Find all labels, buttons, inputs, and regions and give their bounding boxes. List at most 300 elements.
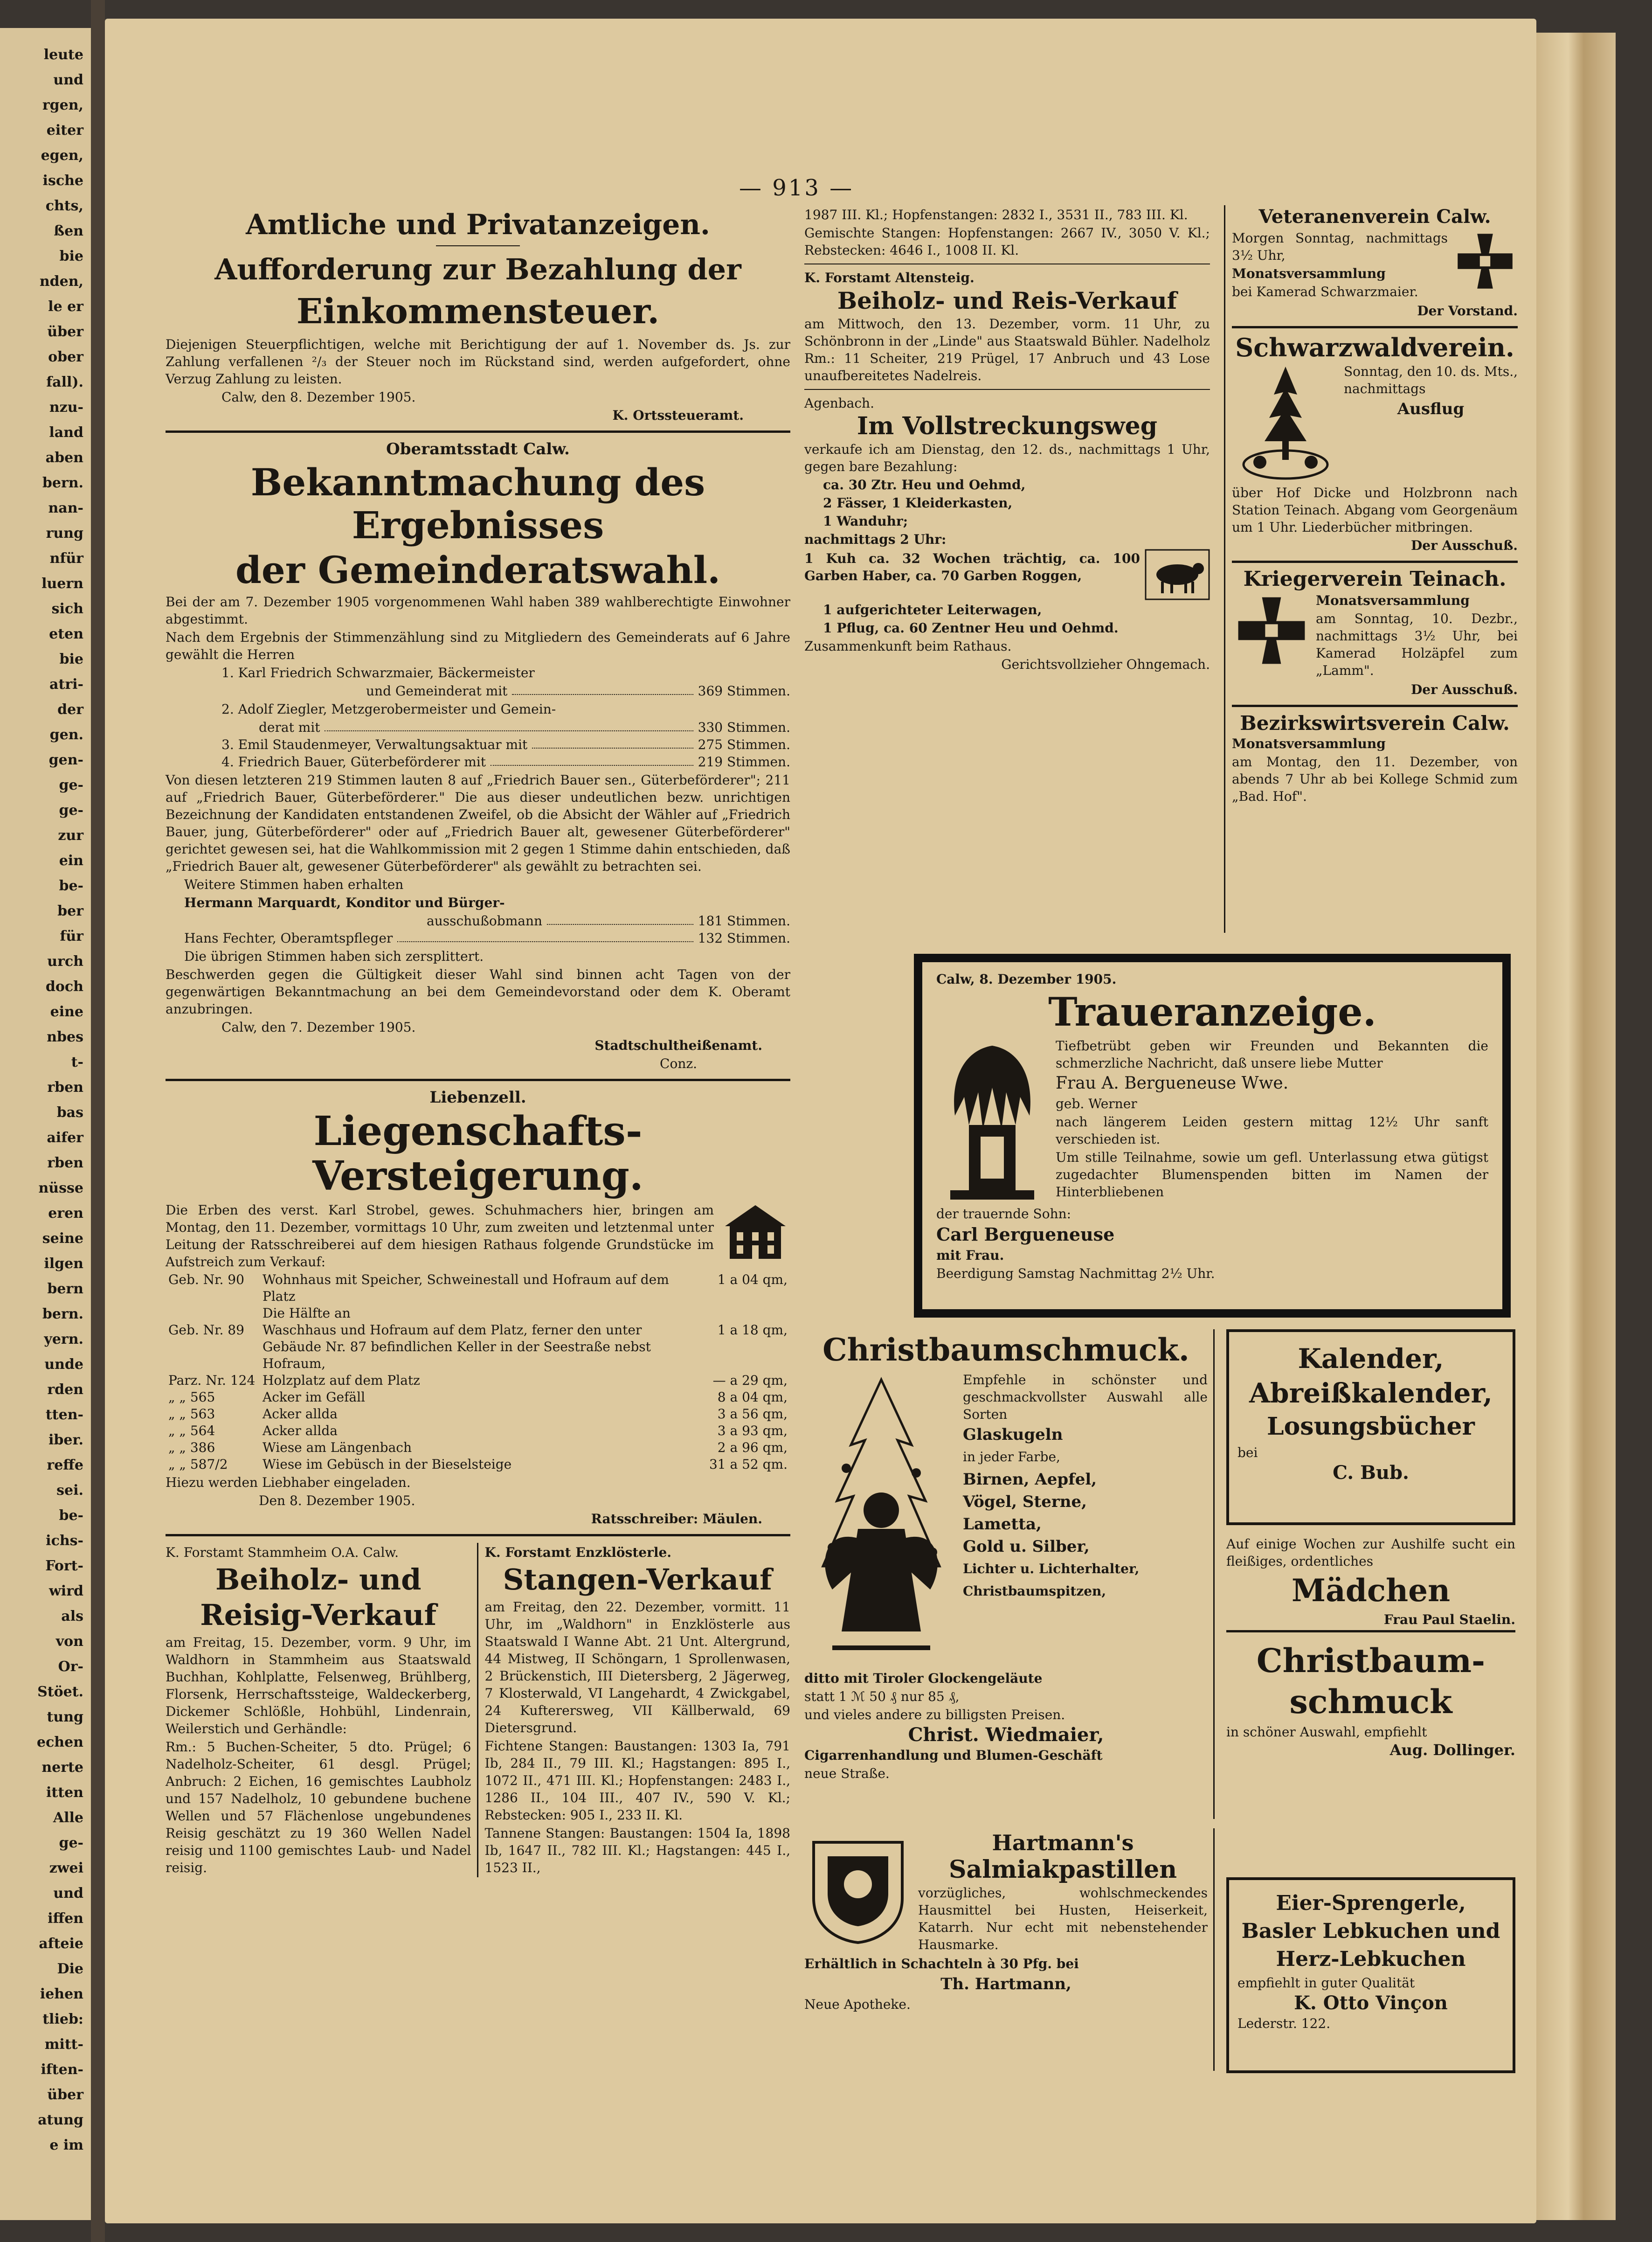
section-title: Amtliche und Privatanzeigen. xyxy=(246,208,710,241)
prev-page-fragment: iffen xyxy=(48,1910,83,1927)
prev-page-fragment: le er xyxy=(48,298,83,315)
christbaum-sign: Christ. Wiedmaier, xyxy=(908,1724,1104,1746)
election-sign: Stadtschultheißenamt. xyxy=(594,1038,762,1053)
prev-page-fragment: ichs- xyxy=(46,1533,83,1549)
auction-p2: Hiezu werden Liebhaber eingeladen. xyxy=(166,1475,411,1490)
christbaum-bells: ditto mit Tiroler Glockengeläute xyxy=(804,1671,1043,1686)
prev-page-fragment: nan- xyxy=(48,500,83,516)
candidate-1-row xyxy=(166,682,790,700)
election-title-2: der Gemeinderatswahl. xyxy=(235,548,721,592)
prev-page-fragment: e im xyxy=(49,2137,83,2153)
prev-page-fragment: gen. xyxy=(49,727,83,743)
candidate-1: 1. Karl Friedrich Schwarzmaier, Bäckermeister xyxy=(221,665,535,680)
prev-page-fragment: iften- xyxy=(41,2062,83,2078)
prev-page-fragment: fall). xyxy=(46,374,83,390)
prev-page-fragment: be- xyxy=(59,878,83,894)
hartmann-content xyxy=(804,1828,1208,1954)
table-row xyxy=(166,1423,790,1439)
cow-icon xyxy=(1145,549,1210,600)
stammheim-title: Beiholz- und xyxy=(215,1562,422,1596)
election-p3: Von diesen letzteren 219 Stimmen lauten 8 auf „Friedrich Bauer sen., Güterbeförderer"; 211 auf „Friedrich Bauer, Güterbeförderer." Die aus dieser undeutlichen bezw. unrichtigen Bezeichnung der Kandidaten entstandenen Zweifel, ob die Absicht der Wähler auf „Friedrich Bauer, jung, Güterbeförderer" oder auf „Friedrich Bauer alt, gewesener Güterbeförderer" gerichtet gewesen sei, hat die Wahlkommission mit 2 gegen 1 Stimme dahin entschieden, daß „Friedrich Bauer alt, gewesener Güterbeförderer" als gewählt zu betrachten sei. xyxy=(166,772,790,874)
christbaum-title: Christbaumschmuck. xyxy=(823,1332,1189,1368)
bezirk-body: Monatsversammlung xyxy=(1232,736,1386,751)
agenbach-body: verkaufe ich am Dienstag, den 12. ds., nachmittags 1 Uhr, gegen bare Bezahlung: xyxy=(804,442,1210,474)
election-p6: Beschwerden gegen die Gültigkeit dieser Wahl sind binnen acht Tagen von der gegenwärtigen Bekanntmachung an bei dem Gemeindevorstand oder dem K. Oberamt anzubringen. xyxy=(166,967,790,1017)
christbaum-text xyxy=(963,1370,1208,1669)
prev-page-fragment: nbes xyxy=(47,1029,83,1045)
krieger-body: Monatsversammlung xyxy=(1316,593,1470,608)
agenbach-title: Im Vollstreckungsweg xyxy=(857,412,1158,440)
list-item: Lametta, xyxy=(963,1515,1042,1534)
iron-cross-icon xyxy=(1452,229,1518,294)
list-item: Lichter u. Lichterhalter, xyxy=(963,1561,1140,1576)
election-p2: Nach dem Ergebnis der Stimmenzählung sind zu Mitgliedern des Gemeinderats auf 6 Jahre gewählt die Herren xyxy=(166,630,790,662)
auction-date: Den 8. Dezember 1905. xyxy=(259,1493,415,1508)
prev-page-fragment: nzu- xyxy=(49,399,83,416)
parcel-desc: Wiese am Längenbach xyxy=(263,1440,412,1455)
christbaum-street: neue Straße. xyxy=(804,1766,890,1781)
prev-page-fragment: eine xyxy=(50,1004,83,1020)
prev-page-fragment: bie xyxy=(59,651,83,667)
candidate-2-row xyxy=(166,719,790,736)
prev-page-fragment: Stöet. xyxy=(37,1684,83,1700)
prev-page-fragment: tung xyxy=(47,1709,83,1725)
agenbach-sign: Gerichtsvollzieher Ohngemach. xyxy=(1001,657,1210,672)
prev-page-fragment: bie xyxy=(59,248,83,264)
list-item: Vögel, Sterne, xyxy=(963,1492,1087,1511)
divider xyxy=(166,430,790,433)
prev-page-fragment: afteie xyxy=(39,1936,83,1952)
prev-page-fragment: über xyxy=(47,324,83,340)
prev-page-fragment: Alle xyxy=(53,1810,83,1826)
altensteig-kicker: K. Forstamt Altensteig. xyxy=(804,270,975,285)
agenbach-item-5: 1 Kuh ca. 32 Wochen trächtig, ca. 100 Garben Haber, ca. 70 Garben Roggen, xyxy=(804,551,1140,583)
christbaum-dollinger-ad xyxy=(1226,1639,1515,1868)
schwarzwald-ausflug: Ausflug xyxy=(1397,400,1465,418)
bezirk-body-2: am Montag, den 11. Dezember, von abends 7 Uhr ab bei Kollege Schmid zum „Bad. Hof". xyxy=(1232,754,1518,804)
christbaum-shop: Cigarrenhandlung und Blumen-Geschäft xyxy=(804,1748,1103,1763)
election-p5: Die übrigen Stimmen haben sich zersplittert. xyxy=(184,949,484,964)
column-right xyxy=(1224,205,1518,933)
auction-intro xyxy=(166,1201,790,1271)
election-date: Calw, den 7. Dezember 1905. xyxy=(221,1020,416,1035)
divider xyxy=(166,1534,790,1536)
enzkloesterle-ad xyxy=(485,1543,791,1877)
trauer-title: Traueranzeige. xyxy=(1048,989,1376,1035)
prev-page-fragment: ilgen xyxy=(44,1256,83,1272)
prev-page-fragment: luern xyxy=(41,576,83,592)
veteranen-sign: Der Vorstand. xyxy=(1417,303,1518,319)
prev-page-fragment: für xyxy=(60,928,83,944)
trauer-son: der trauernde Sohn: xyxy=(936,1206,1071,1222)
column-middle xyxy=(804,205,1210,933)
trauer-body: Tiefbetrübt geben wir Freunden und Bekannten die schmerzliche Nachricht, daß unsere liebe Mutter xyxy=(1056,1038,1488,1071)
candidate-4-row xyxy=(166,753,790,770)
veteranen-text xyxy=(1232,229,1448,301)
prev-page-fragment: urch xyxy=(47,953,83,970)
tax-notice xyxy=(166,252,790,424)
parcel-id: „ „ 564 xyxy=(168,1423,215,1438)
prev-page-fragment: atung xyxy=(38,2112,83,2128)
prev-page-fragment: und xyxy=(53,1885,83,1902)
prev-page-fragment: be- xyxy=(59,1507,83,1524)
prev-page-fragment: wird xyxy=(48,1583,83,1599)
prev-page-fragment: ßen xyxy=(54,223,83,239)
auction-kicker: Liebenzell. xyxy=(429,1088,526,1107)
kalender-title: Kalender, xyxy=(1298,1343,1444,1374)
schwarzwald-body-2: über Hof Dicke und Holzbronn nach Station Teinach. Abgang vom Georgenäum um 1 Uhr. Liederbücher mitbringen. xyxy=(1232,485,1518,535)
kalender-bei: bei xyxy=(1237,1445,1258,1460)
prev-page-fragment: ge- xyxy=(59,1835,83,1851)
prev-page-fragment: aifer xyxy=(47,1130,83,1146)
christbaum-content xyxy=(804,1370,1208,1669)
schwarzwald-text xyxy=(1344,362,1518,483)
prev-page-fragment: und xyxy=(53,72,83,88)
divider xyxy=(1232,326,1518,328)
prev-page-fragment: unde xyxy=(44,1356,83,1373)
maedchen-body: Auf einige Wochen zur Aushilfe sucht ein fleißiges, ordentliches xyxy=(1226,1536,1515,1569)
prev-page-fragment: ge- xyxy=(59,802,83,819)
trauer-body-2: nach längerem Leiden gestern mittag 12½ Uhr sanft verschieden ist. xyxy=(1056,1114,1488,1147)
parcel-id: Geb. Nr. 89 xyxy=(168,1322,244,1338)
veteranen-ad xyxy=(1232,207,1518,319)
prev-page-fragment: ische xyxy=(42,173,83,189)
lebkuchen-body: empfiehlt in guter Qualität xyxy=(1237,1975,1415,1991)
parcel-area: 1 a 18 qm, xyxy=(717,1322,788,1338)
hausmarke-emblem-icon xyxy=(804,1828,912,1945)
table-row xyxy=(166,1372,790,1389)
prev-page-fragment: iehen xyxy=(40,1986,83,2002)
newspaper-page xyxy=(105,19,1536,2223)
parcel-area xyxy=(691,1305,790,1322)
lebkuchen-street: Lederstr. 122. xyxy=(1237,2016,1331,2031)
table-row xyxy=(166,1305,790,1322)
other-1-row xyxy=(166,912,790,930)
candidate-4-votes: 219 Stimmen. xyxy=(698,754,790,770)
prev-page-fragment: mitt- xyxy=(44,2036,83,2053)
parcel-desc: Waschhaus und Hofraum auf dem Platz, ferner den unter Gebäude Nr. 87 befindlichen Keller in der Seestraße nebst Hofraum, xyxy=(263,1322,651,1371)
column-left xyxy=(166,205,790,1877)
enz-mixed: Gemischte Stangen: Hopfenstangen: 2667 IV., 3050 V. Kl.; Rebstecken: 4646 I., 1008 II. Kl. xyxy=(804,225,1210,258)
parcel-id: Geb. Nr. 90 xyxy=(168,1272,244,1287)
prev-page-fragment: leute xyxy=(43,47,83,63)
krieger-body-2: am Sonntag, 10. Dezbr., nachmittags 3½ Uhr, bei Kamerad Holzäpfel zum „Lamm". xyxy=(1316,611,1518,678)
parcel-table xyxy=(166,1271,790,1473)
prev-page-fragment: tten- xyxy=(45,1407,83,1423)
krieger-title: Kriegerverein Teinach. xyxy=(1243,567,1507,591)
list-item: Christbaumspitzen, xyxy=(963,1583,1106,1599)
trauer-date: Calw, 8. Dezember 1905. xyxy=(936,972,1117,987)
prev-page-fragment: zwei xyxy=(49,1860,83,1876)
prev-page-fragment: bas xyxy=(56,1104,83,1121)
list-item: Gold u. Silber, xyxy=(963,1537,1090,1556)
veteranen-body-3: bei Kamerad Schwarzmaier. xyxy=(1232,284,1418,299)
table-row xyxy=(166,1271,790,1305)
candidate-2-label: derat mit xyxy=(259,720,320,735)
parcel-id: Parz. Nr. 124 xyxy=(168,1373,256,1388)
auction-body: Die Erben des verst. Karl Strobel, gewes. Schuhmachers hier, bringen am Montag, den 11. Dezember, vormittags 10 Uhr, zum zweiten und letztenmal unter Leitung der Ratsschreiberei auf dem hiesigen Rathaus folgende Grundstücke im Aufstreich zum Verkauf: xyxy=(166,1202,714,1270)
christbaum-ad xyxy=(804,1329,1215,1819)
candidate-2: 2. Adolf Ziegler, Metzgerobermeister und Gemein- xyxy=(221,701,556,717)
prev-page-fragment: reffe xyxy=(47,1457,83,1473)
trauer-content xyxy=(936,1036,1488,1204)
enz-body-2: Fichtene Stangen: Baustangen: 1303 Ia, 791 Ib, 284 II., 79 III. Kl.; Hagstangen: 895 I., 1072 II., 471 III. Kl.; Hopfenstangen: 2483 I., 1286 II., 104 III., 407 IV., 590 V. Kl.; Rebstecken: 905 I., 233 II. Kl. xyxy=(484,1738,790,1823)
prev-page-fragment: rung xyxy=(46,525,83,541)
prev-page-fragment: Fort- xyxy=(45,1558,83,1574)
prev-page-fragment: echen xyxy=(36,1734,83,1750)
prev-page-fragment: tlieb: xyxy=(42,2011,83,2027)
stammheim-body-2: Rm.: 5 Buchen-Scheiter, 5 dto. Prügel; 6 Nadelholz-Scheiter, 61 desgl. Prügel; Anbruch: 2 Eichen, 16 gemischtes Laubholz und 157 Nadelholz, 10 gebundene buchene Wellen und 57 Flächenlose ungebundenes Reisig geschätzt zu 19 360 Wellen Nadel reisig und 1100 gemischtes Laub- und Nadel reisig. xyxy=(166,1739,471,1875)
veteranen-body: Morgen Sonntag, nachmittags 3½ Uhr, xyxy=(1232,230,1448,263)
prev-page-fragment: von xyxy=(55,1633,83,1650)
prev-page-fragment: eren xyxy=(48,1205,83,1222)
other-1-label: ausschußobmann xyxy=(427,913,543,929)
divider xyxy=(804,389,1210,390)
table-row xyxy=(166,1456,790,1473)
table-row xyxy=(166,1322,790,1372)
parcel-area: 3 a 56 qm, xyxy=(717,1406,788,1422)
trauer-body-3: Um stille Teilnahme, sowie um gefl. Unterlassung etwa gütigst zugedachter Blumenspenden bitten im Namen der Hinterbliebenen xyxy=(1056,1150,1488,1200)
parcel-area: 1 a 04 qm, xyxy=(717,1272,788,1287)
divider xyxy=(436,245,520,246)
previous-page-edge xyxy=(0,28,91,2220)
hartmann-text xyxy=(918,1828,1208,1954)
lebkuchen-title-3: Herz-Lebkuchen xyxy=(1276,1947,1466,1971)
forestry-row xyxy=(166,1543,790,1877)
prev-page-fragment: bern. xyxy=(42,475,83,491)
gravestone-willow-icon xyxy=(936,1036,1048,1204)
kalender-ad xyxy=(1226,1329,1515,1525)
prev-page-fragment: nfür xyxy=(49,550,83,567)
auction-sign: Ratsschreiber: Mäulen. xyxy=(591,1511,762,1527)
parcel-area: 8 a 04 qm, xyxy=(717,1389,788,1405)
divider xyxy=(1226,1630,1515,1632)
candidate-3-votes: 275 Stimmen. xyxy=(698,737,790,752)
hartmann-price: Erhältlich in Schachteln à 30 Pfg. bei xyxy=(804,1956,1079,1971)
kalender-title-3: Losungsbücher xyxy=(1267,1412,1475,1441)
enz-body: am Freitag, den 22. Dezember, vormitt. 11 Uhr, im „Waldhorn" in Enzklösterle aus Staatswald I Wanne Abt. 21 Unt. Altergrund, 44 Mistweg, II Schöngarn, 1 Sprollenwasen, 2 Brückenstich, III Dietersberg, 2 Jägerweg, 7 Klosterwald, VI Langehardt, 4 Zwickgabel, 24 Kufterersweg, VII Källberwald, 69 Dietersgrund. xyxy=(484,1599,790,1735)
stammheim-body: am Freitag, 15. Dezember, vorm. 9 Uhr, im Waldhorn in Stammheim aus Staatswald Buchhan, Kohlplatte, Felsenweg, Brühlberg, Florsenk, Herrschaftssteige, Waldeckerberg, Dickemer Schlößle, Hohbühl, Lindenrain, Weilerstich und Gerhändle: xyxy=(166,1635,471,1736)
parcel-desc: Wohnhaus mit Speicher, Schweinestall und Hofraum auf dem Platz xyxy=(263,1272,669,1304)
hartmann-title-2: Salmiakpastillen xyxy=(949,1855,1177,1884)
candidate-3-label: 3. Emil Staudenmeyer, Verwaltungsaktuar mit xyxy=(221,737,528,752)
prev-page-fragment: Or- xyxy=(58,1659,83,1675)
list-item: Birnen, Aepfel, xyxy=(963,1470,1097,1489)
list-item: Glaskugeln xyxy=(963,1425,1063,1444)
enz-continued: 1987 III. Kl.; Hopfenstangen: 2832 I., 3531 II., 783 III. Kl. xyxy=(804,207,1188,222)
traueranzeige-box xyxy=(914,954,1511,1318)
tax-title: Aufforderung zur Bezahlung der xyxy=(214,252,741,286)
veteranen-title: Veteranenverein Calw. xyxy=(1258,206,1491,228)
prev-page-fragment: über xyxy=(47,2087,83,2103)
parcel-area: 31 a 52 qm. xyxy=(709,1457,788,1472)
tax-date: Calw, den 8. Dezember 1905. xyxy=(221,389,416,405)
agenbach-item-2: 2 Fässer, 1 Kleiderkasten, xyxy=(823,495,1013,511)
kalender-name: C. Bub. xyxy=(1333,1462,1409,1484)
parcel-desc: Acker allda xyxy=(263,1406,338,1422)
stammheim-kicker: K. Forstamt Stammheim O.A. Calw. xyxy=(166,1545,399,1560)
parcel-area: 2 a 96 qm, xyxy=(717,1440,788,1455)
prev-page-fragment: nüsse xyxy=(38,1180,83,1196)
agenbach-item-4: nachmittags 2 Uhr: xyxy=(804,532,947,547)
prev-page-fragment: sich xyxy=(51,601,83,617)
trauer-name: Frau A. Bergueneuse Wwe. xyxy=(1056,1074,1289,1093)
other-1-votes: 181 Stimmen. xyxy=(698,913,790,929)
parcel-desc: Holzplatz auf dem Platz xyxy=(263,1373,420,1388)
parcel-desc: Die Hälfte an xyxy=(263,1305,351,1321)
divider xyxy=(1232,705,1518,707)
auction-notice xyxy=(166,1088,790,1527)
prev-page-fragment: bern xyxy=(47,1281,83,1297)
other-2-row xyxy=(166,930,790,947)
stammheim-ad xyxy=(166,1543,478,1877)
iron-cross-icon xyxy=(1232,591,1311,670)
candidate-1-votes: 369 Stimmen. xyxy=(698,683,790,699)
table-row xyxy=(166,1389,790,1406)
page-stack-edge xyxy=(1536,33,1616,2220)
lebkuchen-title: Eier-Sprengerle, xyxy=(1276,1891,1466,1915)
table-row xyxy=(166,1406,790,1423)
parcel-id xyxy=(166,1305,260,1322)
christbaum-body: Empfehle in schönster und geschmackvollster Auswahl alle Sorten xyxy=(963,1372,1208,1422)
prev-page-fragment: nerte xyxy=(41,1759,83,1776)
agenbach-item-1: ca. 30 Ztr. Heu und Oehmd, xyxy=(823,477,1026,493)
trauer-wife: mit Frau. xyxy=(936,1248,1004,1263)
prev-page-fragment: iber. xyxy=(48,1432,83,1448)
table-row xyxy=(166,1439,790,1456)
schwarzwald-content xyxy=(1232,362,1518,483)
prev-page-fragment: land xyxy=(49,424,83,441)
prev-page-fragment: atri- xyxy=(49,676,83,693)
prev-page-fragment: zur xyxy=(58,827,83,844)
parcel-id: „ „ 386 xyxy=(168,1440,215,1455)
hartmann-ad xyxy=(804,1828,1215,2071)
election-kicker: Oberamtsstadt Calw. xyxy=(386,440,570,458)
page-number: — 913 — xyxy=(739,175,854,201)
book-gutter xyxy=(91,0,105,2242)
other-2-label: Hans Fechter, Oberamtspfleger xyxy=(184,930,393,946)
prev-page-fragment: sei. xyxy=(56,1482,83,1499)
prev-page-fragment: rden xyxy=(47,1381,83,1398)
prev-page-fragment: seine xyxy=(42,1230,83,1247)
list-item: in jeder Farbe, xyxy=(963,1449,1060,1465)
stammheim-title-2: Reisig-Verkauf xyxy=(200,1598,437,1632)
schwarzwald-ad xyxy=(1232,335,1518,554)
prev-page-fragment: Die xyxy=(57,1961,83,1977)
trauer-born: geb. Werner xyxy=(1056,1096,1137,1111)
hartmann-sign: Th. Hartmann, xyxy=(940,1975,1071,1993)
enz-kicker: K. Forstamt Enzklösterle. xyxy=(484,1545,672,1560)
krieger-sign: Der Ausschuß. xyxy=(1411,682,1518,697)
trauer-text xyxy=(1056,1036,1488,1204)
altensteig-body: am Mittwoch, den 13. Dezember, vorm. 11 Uhr, zu Schönbronn in der „Linde" aus Staatswald Bühler. Nadelholz Rm.: 11 Scheiter, 219 Prügel, 17 Anbruch und 43 Lose unaufbereitetes Nadelreis. xyxy=(804,316,1210,383)
parcel-area: — a 29 qm, xyxy=(712,1373,788,1388)
election-p4: Weitere Stimmen haben erhalten xyxy=(184,877,404,892)
fir-branch-emblem-icon xyxy=(1232,362,1339,483)
christbaum-more: und vieles andere zu billigsten Preisen. xyxy=(804,1707,1065,1722)
schwarzwald-body: Sonntag, den 10. ds. Mts., nachmittags xyxy=(1344,364,1518,396)
prev-page-fragment: aben xyxy=(45,450,83,466)
tax-title-2: Einkommensteuer. xyxy=(296,292,660,332)
tax-sign: K. Ortssteueramt. xyxy=(612,408,744,423)
maedchen-ad xyxy=(1226,1534,1515,1628)
prev-page-fragment: ein xyxy=(59,853,83,869)
hartmann-body: vorzügliches, wohlschmeckendes Hausmittel bei Husten, Heiserkeit, Katarrh. Nur echt mit nebenstehender Hausmarke. xyxy=(918,1885,1208,1952)
parcel-area: 3 a 93 qm, xyxy=(717,1423,788,1438)
election-sign-2: Conz. xyxy=(660,1056,697,1071)
prev-page-fragment: ge- xyxy=(59,777,83,793)
prev-page-fragment: rgen, xyxy=(42,97,83,113)
kalender-title-2: Abreißkalender, xyxy=(1249,1377,1493,1409)
schwarzwald-sign: Der Ausschuß. xyxy=(1411,538,1518,553)
bezirk-ad xyxy=(1232,714,1518,805)
election-p1: Bei der am 7. Dezember 1905 vorgenommenen Wahl haben 389 wahlberechtigte Einwohner abgestimmt. xyxy=(166,594,790,627)
auction-title: Liegenschafts-Versteigerung. xyxy=(312,1108,643,1200)
prev-page-fragment: gen- xyxy=(48,752,83,768)
enz-body-3: Tannene Stangen: Baustangen: 1504 Ia, 1898 Ib, 1647 II., 782 III. Kl.; Hagstangen: 445 I., 1523 II., xyxy=(484,1826,790,1875)
christbaum2-title: Christbaum- xyxy=(1256,1641,1486,1680)
candidate-1-label: und Gemeinderat mit xyxy=(366,683,508,699)
election-notice xyxy=(166,439,790,1072)
christmas-angel-tree-icon xyxy=(804,1370,958,1669)
prev-page-fragment: rben xyxy=(47,1079,83,1096)
parcel-id: „ „ 565 xyxy=(168,1389,215,1405)
prev-page-fragment: rben xyxy=(47,1155,83,1171)
christbaum2-body: in schöner Auswahl, empfiehlt xyxy=(1226,1724,1427,1740)
lebkuchen-ad xyxy=(1226,1877,1515,2073)
altensteig-title: Beiholz- und Reis-Verkauf xyxy=(837,287,1177,314)
veteranen-content xyxy=(1232,229,1518,301)
parcel-desc: Acker allda xyxy=(263,1423,338,1438)
parcel-id: „ „ 587/2 xyxy=(168,1457,228,1472)
prev-page-fragment: t- xyxy=(71,1054,83,1070)
schwarzwald-title: Schwarzwaldverein. xyxy=(1235,333,1514,362)
krieger-content xyxy=(1232,591,1518,680)
agenbach-item-7: 1 Pflug, ca. 60 Zentner Heu und Oehmd. xyxy=(823,620,1119,636)
prev-page-fragment: eiter xyxy=(46,122,83,139)
christbaum-price: statt 1 ℳ 50 ₰ nur 85 ₰, xyxy=(804,1689,960,1704)
prev-page-fragment: ober xyxy=(48,349,83,365)
krieger-text xyxy=(1316,591,1518,680)
christbaum2-sign: Aug. Dollinger. xyxy=(1389,1741,1515,1759)
prev-page-fragment: doch xyxy=(45,979,83,995)
parcel-desc: Wiese im Gebüsch in der Bieselsteige xyxy=(263,1457,512,1472)
candidate-4-label: 4. Friedrich Bauer, Güterbeförderer mit xyxy=(221,754,486,770)
lebkuchen-title-2: Basler Lebkuchen und xyxy=(1241,1919,1500,1943)
prev-page-fragment: chts, xyxy=(45,198,83,214)
prev-page-fragment: nden, xyxy=(39,273,83,290)
agenbach-meeting: Zusammenkunft beim Rathaus. xyxy=(804,639,1012,654)
prev-page-fragment: itten xyxy=(46,1784,83,1801)
hartmann-shop: Neue Apotheke. xyxy=(804,1997,911,2012)
maedchen-title: Mädchen xyxy=(1291,1572,1451,1609)
christbaum2-title-2: schmuck xyxy=(1289,1682,1452,1721)
prev-page-fragment: als xyxy=(61,1608,83,1624)
agenbach-cow-row xyxy=(804,549,1210,600)
enz-title: Stangen-Verkauf xyxy=(503,1562,772,1596)
trauer-burial: Beerdigung Samstag Nachmittag 2½ Uhr. xyxy=(936,1266,1215,1281)
prev-page-fragment: der xyxy=(57,701,83,718)
veteranen-body-2: Monatsversammlung xyxy=(1232,266,1386,281)
prev-page-fragment: bern. xyxy=(42,1306,83,1322)
prev-page-fragment: egen, xyxy=(41,147,83,164)
divider xyxy=(1232,561,1518,563)
other-2-votes: 132 Stimmen. xyxy=(698,930,790,946)
agenbach-kicker: Agenbach. xyxy=(804,396,874,411)
lebkuchen-sign: K. Otto Vinçon xyxy=(1294,1992,1448,2014)
hartmann-title: Hartmann's xyxy=(992,1830,1134,1855)
parcel-id: „ „ 563 xyxy=(168,1406,215,1422)
